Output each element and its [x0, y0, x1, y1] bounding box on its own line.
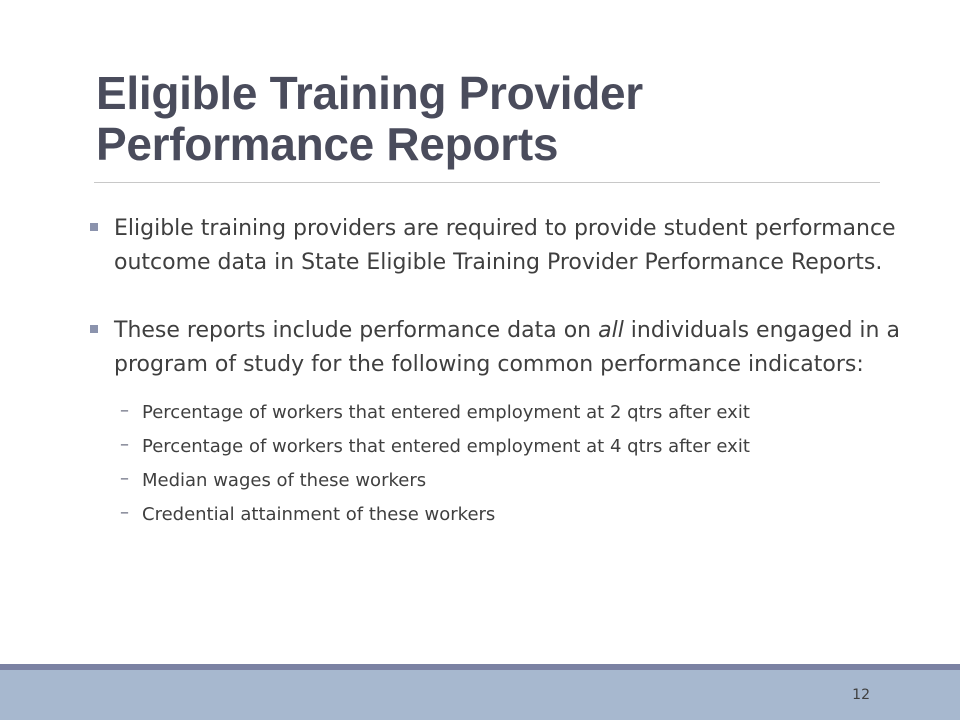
indicator-text: Credential attainment of these workers — [142, 504, 496, 525]
indicator-text: Median wages of these workers — [142, 470, 427, 491]
slide-title — [96, 68, 896, 170]
indicator-item — [114, 396, 908, 430]
indicator-item — [114, 498, 908, 532]
title-line-2: Performance Reports — [96, 118, 559, 170]
square-bullet-icon — [90, 223, 98, 231]
bullet-list — [88, 212, 908, 532]
indicator-text: Percentage of workers that entered employment at 2 qtrs after exit — [142, 402, 750, 423]
title-divider — [94, 182, 880, 183]
dash-icon: – — [120, 434, 129, 455]
bullet-text-end: individuals engaged in a program of study for the following common performance indicators: — [114, 318, 900, 377]
bullet-text: Eligible training providers are required to provide student performance outcome data in State Eligible Training Provider Performance Reports. — [114, 216, 896, 275]
dash-icon: – — [120, 502, 129, 523]
indicator-text: Percentage of workers that entered employment at 4 qtrs after exit — [142, 436, 750, 457]
dash-icon: – — [120, 468, 129, 489]
indicator-list — [114, 396, 908, 532]
dash-icon: – — [120, 400, 129, 421]
indicator-item — [114, 430, 908, 464]
square-bullet-icon — [90, 325, 98, 333]
title-line-1: Eligible Training Provider — [96, 67, 643, 119]
bullet-item — [88, 212, 908, 280]
bullet-emphasis: all — [598, 318, 624, 343]
footer-band — [0, 670, 960, 720]
bullet-text-start: These reports include performance data on — [114, 318, 599, 343]
page-number: 12 — [852, 687, 870, 703]
bullet-item — [88, 314, 908, 532]
indicator-item — [114, 464, 908, 498]
